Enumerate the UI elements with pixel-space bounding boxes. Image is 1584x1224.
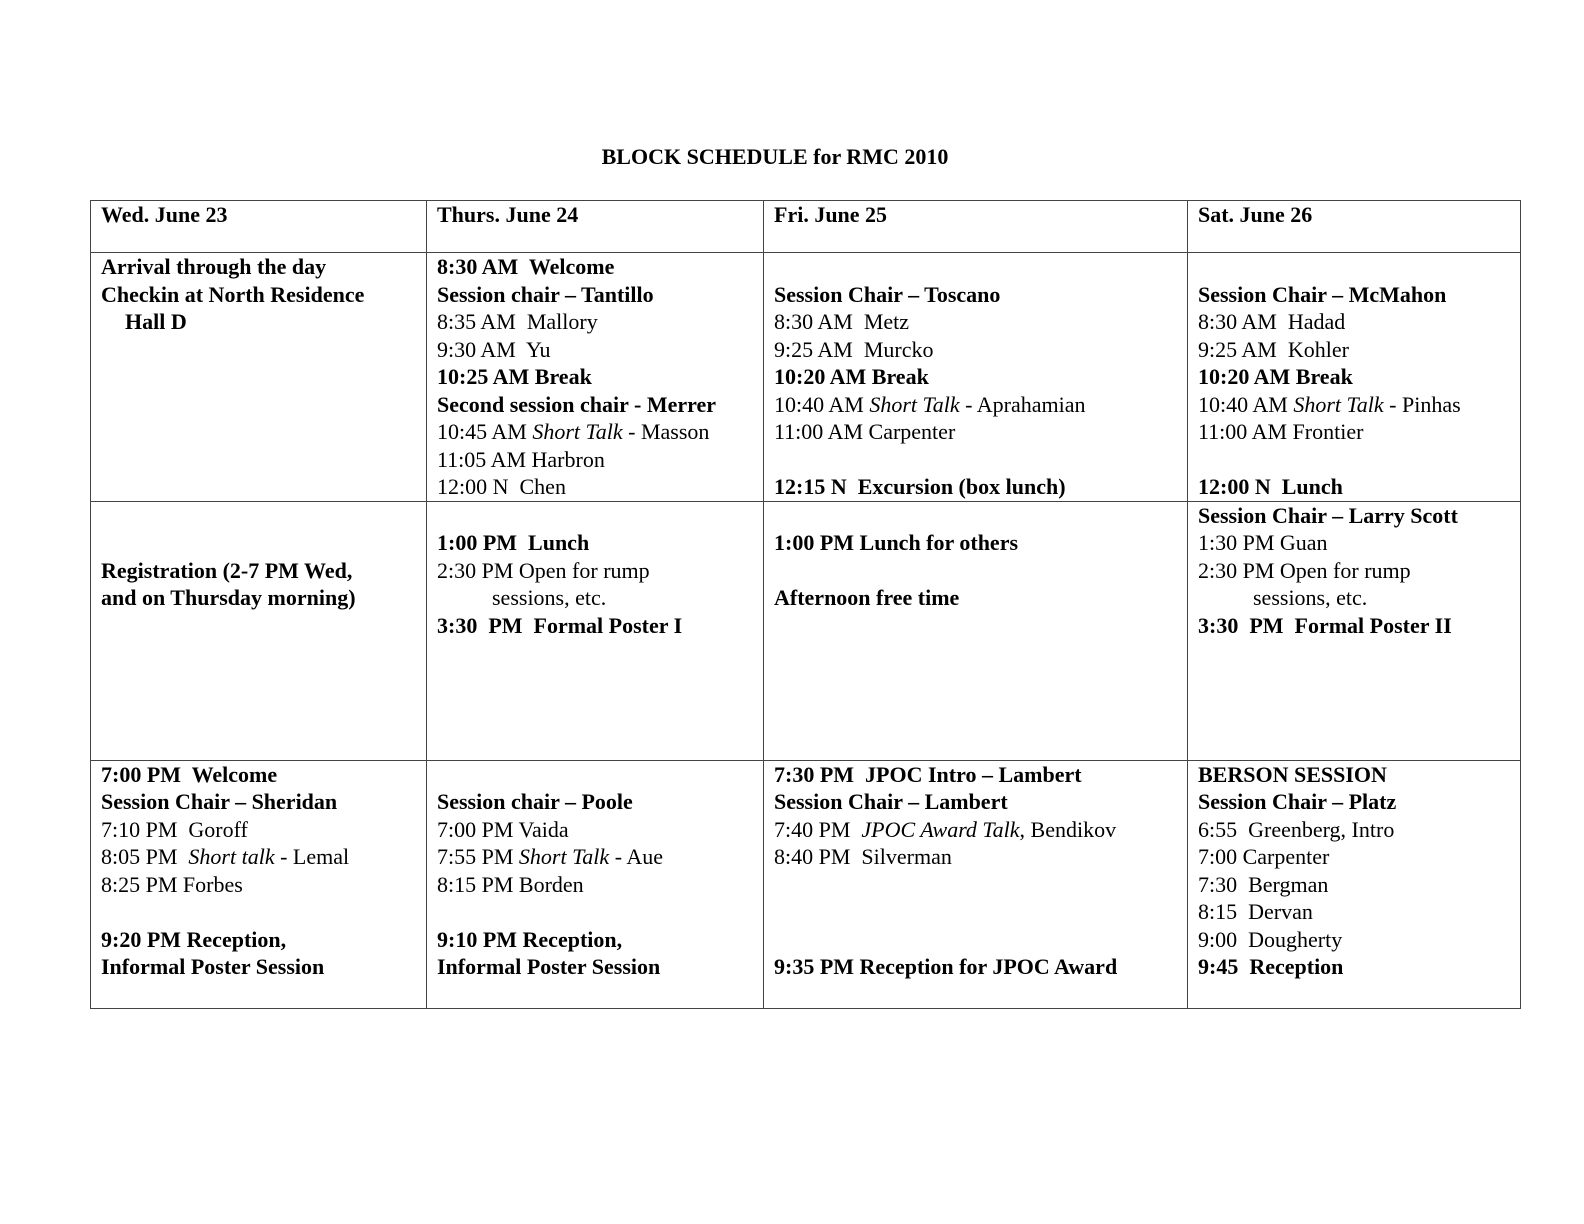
schedule-line: 11:00 AM Frontier xyxy=(1198,419,1364,444)
schedule-line: 2:30 PM Open for rump xyxy=(437,557,650,583)
schedule-line: Arrival through the day xyxy=(101,254,327,279)
schedule-line: 7:30 PM JPOC Intro – Lambert xyxy=(774,761,1082,787)
evening-row xyxy=(91,760,1521,1008)
schedule-line: 9:45 Reception xyxy=(1198,954,1344,979)
header-thu xyxy=(427,201,764,253)
schedule-line: 11:00 AM Carpenter xyxy=(774,419,956,444)
page-title: BLOCK SCHEDULE for RMC 2010 xyxy=(601,144,949,169)
schedule-line: 7:00 Carpenter xyxy=(1198,844,1330,869)
schedule-line: 8:35 AM Mallory xyxy=(437,309,598,334)
cell-wed-morning xyxy=(91,253,427,502)
schedule-line: Session Chair – Lambert xyxy=(774,789,1008,814)
schedule-line: 9:25 AM Murcko xyxy=(774,336,934,362)
header-wed xyxy=(91,201,427,253)
schedule-line: 11:05 AM Harbron xyxy=(437,446,605,472)
morning-row xyxy=(91,253,1521,502)
schedule-line: Session Chair – McMahon xyxy=(1198,281,1447,307)
schedule-line: 10:40 AM Short Talk - Pinhas xyxy=(1198,391,1461,417)
header-fri xyxy=(764,201,1188,253)
schedule-line: 7:10 PM Goroff xyxy=(101,816,248,842)
schedule-line: Checkin at North Residence xyxy=(101,281,365,307)
schedule-line: 9:20 PM Reception, xyxy=(101,926,287,952)
schedule-table xyxy=(90,200,1521,1009)
schedule-line: 1:30 PM Guan xyxy=(1198,530,1328,555)
schedule-line: 12:15 N Excursion (box lunch) xyxy=(774,474,1066,499)
cell-fri-morning xyxy=(764,253,1188,502)
header-sat xyxy=(1188,201,1521,253)
schedule-line: 10:25 AM Break xyxy=(437,364,592,389)
schedule-line: 7:40 PM JPOC Award Talk, Bendikov xyxy=(774,816,1117,842)
schedule-line: Registration (2-7 PM Wed, xyxy=(101,557,353,583)
cell-sat-morning xyxy=(1188,253,1521,502)
schedule-line: 9:30 AM Yu xyxy=(437,336,551,362)
cell-wed-afternoon xyxy=(91,501,427,760)
schedule-line: 8:30 AM Welcome xyxy=(437,254,615,279)
schedule-line: Session chair – Poole xyxy=(437,789,633,814)
schedule-line: 2:30 PM Open for rump xyxy=(1198,557,1411,583)
schedule-line: sessions, etc. xyxy=(492,585,607,610)
schedule-line: sessions, etc. xyxy=(1253,585,1368,610)
schedule-line: 9:10 PM Reception, xyxy=(437,926,623,952)
schedule-line: 8:40 PM Silverman xyxy=(774,844,952,869)
schedule-line: Session Chair – Toscano xyxy=(774,281,1001,307)
schedule-line: Session Chair – Larry Scott xyxy=(1198,502,1458,528)
schedule-line: Afternoon free time xyxy=(774,585,960,610)
schedule-line: Hall D xyxy=(125,309,187,334)
schedule-line: Second session chair - Merrer xyxy=(437,391,717,417)
schedule-line: Informal Poster Session xyxy=(101,954,325,979)
cell-thu-evening xyxy=(427,760,764,1008)
cell-sat-evening xyxy=(1188,760,1521,1008)
schedule-line: 1:00 PM Lunch xyxy=(437,530,590,555)
schedule-line: 8:25 PM Forbes xyxy=(101,871,243,897)
schedule-line: Session Chair – Platz xyxy=(1198,789,1397,814)
schedule-line: 9:00 Dougherty xyxy=(1198,926,1343,952)
schedule-line: 10:20 AM Break xyxy=(1198,364,1353,389)
afternoon-row xyxy=(91,501,1521,760)
schedule-line: 8:15 Dervan xyxy=(1198,899,1313,924)
schedule-line: 7:30 Bergman xyxy=(1198,871,1329,897)
cell-fri-afternoon xyxy=(764,501,1188,760)
schedule-line: 9:25 AM Kohler xyxy=(1198,336,1349,362)
schedule-line: 7:00 PM Welcome xyxy=(101,761,278,787)
cell-thu-afternoon xyxy=(427,501,764,760)
schedule-line: 7:00 PM Vaida xyxy=(437,816,569,842)
schedule-line: 3:30 PM Formal Poster I xyxy=(437,612,683,638)
schedule-line: 7:55 PM Short Talk - Aue xyxy=(437,844,663,869)
schedule-line: and on Thursday morning) xyxy=(101,585,356,610)
cell-thu-morning xyxy=(427,253,764,502)
cell-sat-afternoon xyxy=(1188,501,1521,760)
schedule-line: 6:55 Greenberg, Intro xyxy=(1198,816,1395,842)
day-label: Wed. June 23 xyxy=(101,202,228,227)
schedule-line: 10:20 AM Break xyxy=(774,364,929,389)
cell-wed-evening xyxy=(91,760,427,1008)
schedule-line: Session chair – Tantillo xyxy=(437,281,654,307)
schedule-line: 8:15 PM Borden xyxy=(437,871,584,897)
schedule-line: 8:05 PM Short talk - Lemal xyxy=(101,844,350,869)
schedule-line: 8:30 AM Hadad xyxy=(1198,309,1346,334)
schedule-line: 3:30 PM Formal Poster II xyxy=(1198,612,1452,638)
schedule-line: 9:35 PM Reception for JPOC Award xyxy=(774,953,1118,979)
schedule-line: 1:00 PM Lunch for others xyxy=(774,530,1019,555)
schedule-line: 8:30 AM Metz xyxy=(774,309,910,334)
day-label: Thurs. June 24 xyxy=(437,202,579,227)
schedule-line: 10:45 AM Short Talk - Masson xyxy=(437,419,710,444)
schedule-line: Informal Poster Session xyxy=(437,954,661,979)
schedule-line: 12:00 N Chen xyxy=(437,474,566,499)
day-label: Sat. June 26 xyxy=(1198,202,1313,227)
day-label: Fri. June 25 xyxy=(774,202,888,227)
schedule-line: 12:00 N Lunch xyxy=(1198,474,1343,499)
cell-fri-evening xyxy=(764,760,1188,1008)
schedule-line: BERSON SESSION xyxy=(1198,761,1387,787)
schedule-line: 10:40 AM Short Talk - Aprahamian xyxy=(774,391,1086,417)
header-row xyxy=(91,201,1521,253)
schedule-line: Session Chair – Sheridan xyxy=(101,789,338,814)
